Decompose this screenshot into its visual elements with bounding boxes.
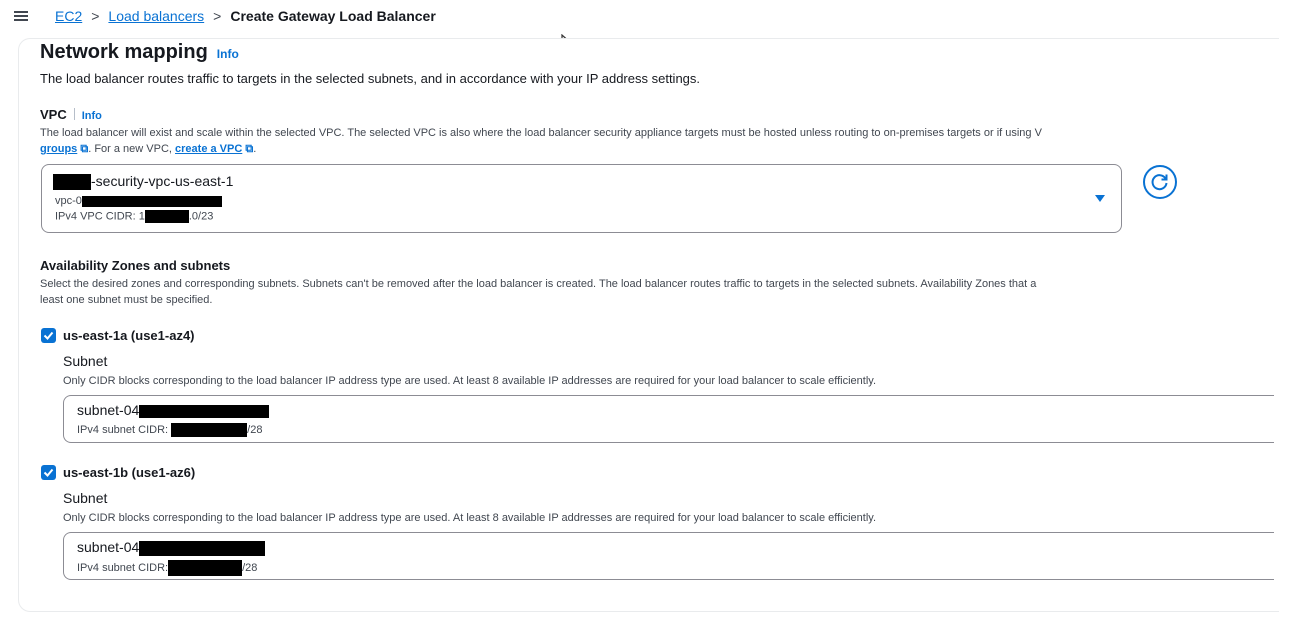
subnet-selected-cidr: IPv4 subnet CIDR: /28 <box>77 423 263 436</box>
vpc-selected-name: -security-vpc-us-east-1 <box>53 173 233 190</box>
breadcrumb-current: Create Gateway Load Balancer <box>230 8 436 24</box>
redacted-block <box>168 560 242 576</box>
vpc-selected-cidr: IPv4 VPC CIDR: 1 .0/23 <box>55 210 214 223</box>
checkmark-icon <box>43 467 54 478</box>
subnet-selected-cidr: IPv4 subnet CIDR: /28 <box>77 560 257 576</box>
subnet-selected-name: subnet-04 <box>77 539 265 556</box>
vpc-description: The load balancer will exist and scale within the selected VPC. The selected VPC is also where the load balancer security appliance targets must be hosted unless routing to on-premises targets or if using V <box>40 127 1042 139</box>
subnet-selected-name: subnet-04 <box>77 402 269 418</box>
vpc-select[interactable] <box>41 164 1122 233</box>
breadcrumb-separator: > <box>91 8 100 24</box>
subnet-label: Subnet <box>63 353 108 369</box>
redacted-block <box>53 174 91 190</box>
section-info-link[interactable]: Info <box>216 47 239 61</box>
az-title: Availability Zones and subnets <box>40 258 231 273</box>
caret-down-icon <box>1095 195 1105 202</box>
menu-icon[interactable] <box>14 11 28 22</box>
subnet-description: Only CIDR blocks corresponding to the load balancer IP address type are used. At least 8 available IP addresses are required for your load balancer to scale efficiently. <box>63 375 877 387</box>
subnet-label: Subnet <box>63 490 108 506</box>
section-description: The load balancer routes traffic to targets in the selected subnets, and in accordance with your IP address settings. <box>40 71 701 86</box>
refresh-icon <box>1150 172 1170 192</box>
vpc-description-line2: groups ⧉. For a new VPC, create a VPC ⧉. <box>40 143 257 155</box>
subnet-select-us-east-1a[interactable] <box>63 395 1274 443</box>
breadcrumb-load-balancers-link[interactable]: Load balancers <box>108 8 205 24</box>
refresh-button[interactable] <box>1143 165 1177 199</box>
az-description-line2: least one subnet must be specified. <box>40 294 213 306</box>
checkmark-icon <box>43 330 54 341</box>
redacted-block <box>82 196 222 207</box>
az-label-us-east-1a[interactable]: us-east-1a (use1-az4) <box>63 328 195 343</box>
external-link-icon: ⧉ <box>80 143 89 155</box>
external-link-icon: ⧉ <box>245 143 254 155</box>
breadcrumb-separator: > <box>213 8 222 24</box>
breadcrumb <box>55 8 436 24</box>
az-label-us-east-1b[interactable]: us-east-1b (use1-az6) <box>63 465 196 480</box>
redacted-block <box>139 405 269 418</box>
breadcrumb-ec2-link[interactable]: EC2 <box>55 8 83 24</box>
redacted-block <box>139 541 265 556</box>
vpc-selected-id: vpc-0 <box>55 195 222 207</box>
az-checkbox-us-east-1b[interactable] <box>41 465 56 480</box>
breadcrumb-bar <box>0 0 1292 34</box>
subnet-select-us-east-1b[interactable] <box>63 532 1274 580</box>
network-mapping-panel <box>18 38 1279 612</box>
subnet-description: Only CIDR blocks corresponding to the load balancer IP address type are used. At least 8 available IP addresses are required for your load balancer to scale efficiently. <box>63 512 877 524</box>
security-groups-link[interactable]: groups <box>40 143 78 155</box>
vpc-info-link[interactable]: Info <box>81 110 102 122</box>
az-description: Select the desired zones and corresponding subnets. Subnets can't be removed after the load balancer is created. The load balancer routes traffic to targets in the selected subnets. Availability Zones that a <box>40 278 1037 290</box>
vpc-label: VPC Info <box>40 107 102 122</box>
create-vpc-link[interactable]: create a VPC <box>175 143 243 155</box>
az-checkbox-us-east-1a[interactable] <box>41 328 56 343</box>
redacted-block <box>171 423 247 437</box>
section-title: Network mapping Info <box>40 41 239 63</box>
redacted-block <box>145 210 189 223</box>
